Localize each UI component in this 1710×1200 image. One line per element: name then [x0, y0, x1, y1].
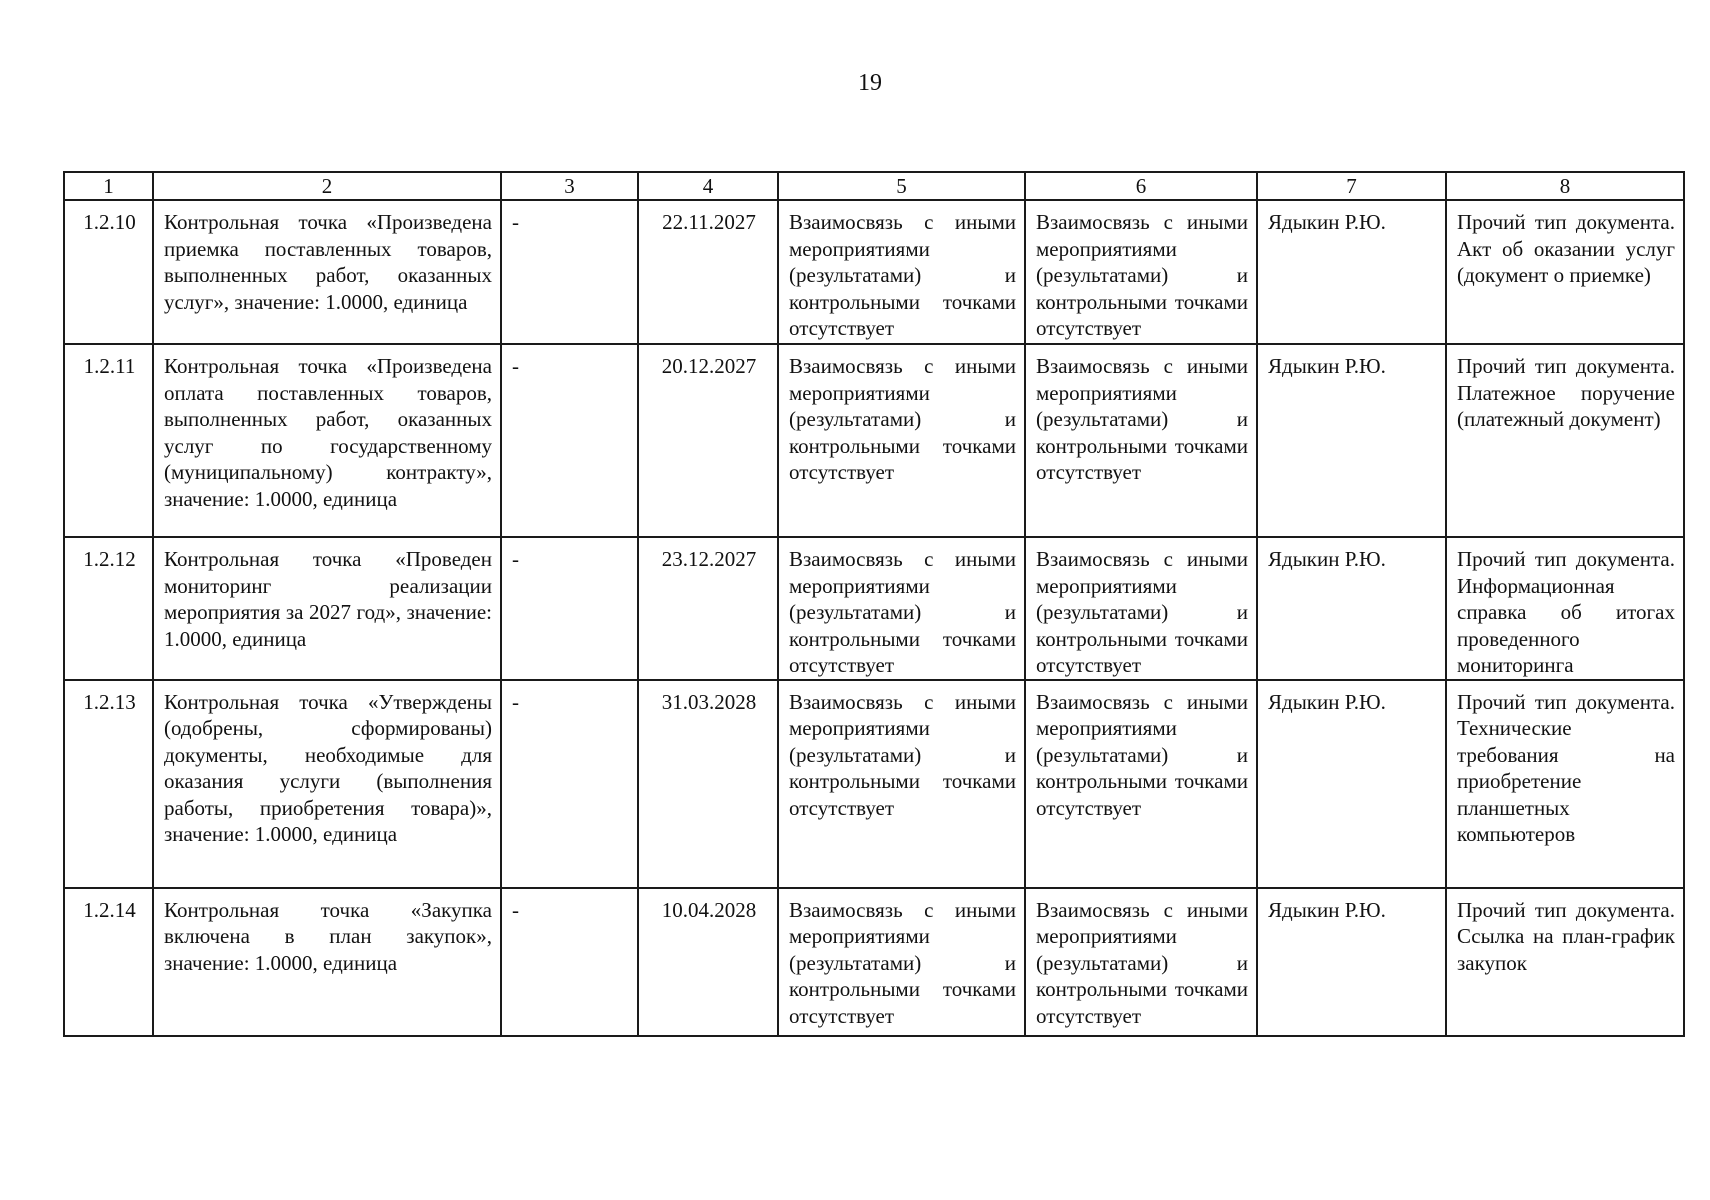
table-row — [64, 200, 1684, 344]
relationship-text: Взаимосвязь с иными мероприятиями (результатами) и контрольными точками отсутствует — [778, 680, 1025, 888]
relationship-text: Взаимосвязь с иными мероприятиями (результатами) и контрольными точками отсутствует — [778, 200, 1025, 344]
responsible-person: Ядыкин Р.Ю. — [1257, 344, 1446, 537]
column-3-value: - — [501, 200, 638, 344]
due-date: 31.03.2028 — [638, 680, 778, 888]
column-header: 6 — [1025, 172, 1257, 200]
responsible-person: Ядыкин Р.Ю. — [1257, 680, 1446, 888]
table-row — [64, 888, 1684, 1036]
column-header: 3 — [501, 172, 638, 200]
relationship-text-alt: Взаимосвязь с иными мероприятиями (результатами) и контрольными точками отсутствует — [1025, 680, 1257, 888]
row-number: 1.2.11 — [64, 344, 153, 537]
row-number: 1.2.14 — [64, 888, 153, 1036]
relationship-text-alt: Взаимосвязь с иными мероприятиями (результатами) и контрольными точками отсутствует — [1025, 537, 1257, 680]
due-date: 10.04.2028 — [638, 888, 778, 1036]
column-header: 8 — [1446, 172, 1684, 200]
relationship-text-alt: Взаимосвязь с иными мероприятиями (результатами) и контрольными точками отсутствует — [1025, 344, 1257, 537]
due-date: 20.12.2027 — [638, 344, 778, 537]
row-number: 1.2.12 — [64, 537, 153, 680]
row-number: 1.2.10 — [64, 200, 153, 344]
due-date: 22.11.2027 — [638, 200, 778, 344]
control-point-description: Контрольная точка «Проведен мониторинг реализации мероприятия за 2027 год», значение: 1.0000, единица — [153, 537, 501, 680]
row-number: 1.2.13 — [64, 680, 153, 888]
column-header: 2 — [153, 172, 501, 200]
relationship-text-alt: Взаимосвязь с иными мероприятиями (результатами) и контрольными точками отсутствует — [1025, 888, 1257, 1036]
column-3-value: - — [501, 344, 638, 537]
control-point-description: Контрольная точка «Произведена приемка поставленных товаров, выполненных работ, оказанных услуг», значение: 1.0000, единица — [153, 200, 501, 344]
document-type: Прочий тип документа. Ссылка на план-график закупок — [1446, 888, 1684, 1036]
document-type: Прочий тип документа. Технические требования на приобретение планшетных компьютеров — [1446, 680, 1684, 888]
page-number: 19 — [858, 70, 882, 96]
relationship-text: Взаимосвязь с иными мероприятиями (результатами) и контрольными точками отсутствует — [778, 888, 1025, 1036]
relationship-text-alt: Взаимосвязь с иными мероприятиями (результатами) и контрольными точками отсутствует — [1025, 200, 1257, 344]
column-3-value: - — [501, 680, 638, 888]
control-point-description: Контрольная точка «Утверждены (одобрены, сформированы) документы, необходимые для оказания услуги (выполнения работы, приобретения товара)», значение: 1.0000, единица — [153, 680, 501, 888]
column-header: 4 — [638, 172, 778, 200]
document-type: Прочий тип документа. Акт об оказании услуг (документ о приемке) — [1446, 200, 1684, 344]
control-point-description: Контрольная точка «Произведена оплата поставленных товаров, выполненных работ, оказанных услуг по государственному (муниципальному) контракту», значение: 1.0000, единица — [153, 344, 501, 537]
column-header: 7 — [1257, 172, 1446, 200]
control-point-description: Контрольная точка «Закупка включена в план закупок», значение: 1.0000, единица — [153, 888, 501, 1036]
column-header: 1 — [64, 172, 153, 200]
column-3-value: - — [501, 888, 638, 1036]
column-header: 5 — [778, 172, 1025, 200]
table-row — [64, 537, 1684, 680]
table-row — [64, 344, 1684, 537]
due-date: 23.12.2027 — [638, 537, 778, 680]
responsible-person: Ядыкин Р.Ю. — [1257, 200, 1446, 344]
table-row — [64, 680, 1684, 888]
control-points-table — [63, 171, 1685, 1037]
responsible-person: Ядыкин Р.Ю. — [1257, 537, 1446, 680]
relationship-text: Взаимосвязь с иными мероприятиями (результатами) и контрольными точками отсутствует — [778, 537, 1025, 680]
document-type: Прочий тип документа. Информационная справка об итогах проведенного мониторинга — [1446, 537, 1684, 680]
document-type: Прочий тип документа. Платежное поручение (платежный документ) — [1446, 344, 1684, 537]
column-3-value: - — [501, 537, 638, 680]
table-header-row — [64, 172, 1684, 200]
responsible-person: Ядыкин Р.Ю. — [1257, 888, 1446, 1036]
relationship-text: Взаимосвязь с иными мероприятиями (результатами) и контрольными точками отсутствует — [778, 344, 1025, 537]
